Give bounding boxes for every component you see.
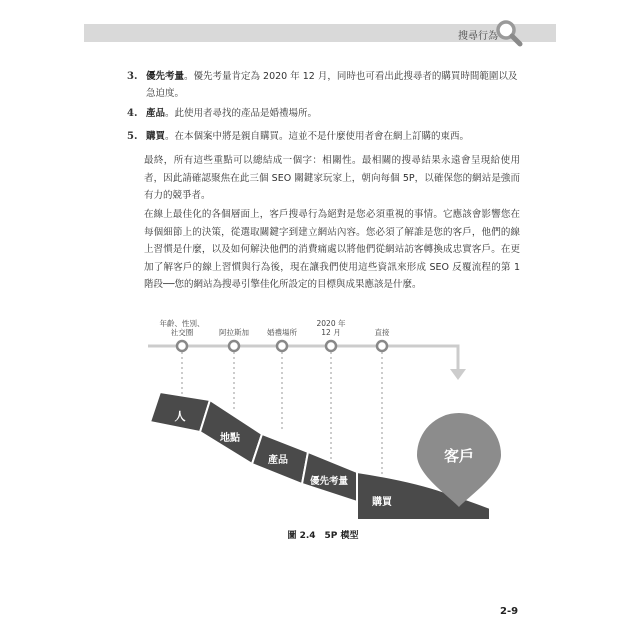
list-term: 購買 [146,131,166,142]
list-number: 3. [127,71,138,82]
paragraph-customer-behavior: 在線上最佳化的各個層面上，客戶搜尋行為絕對是您必須重視的事情。它應該會影響您在每個細節上的決策，從選取關鍵字到建立網站內容。您必須了解誰是您的客戶，他們的線上習慣是什麼，以及如何解決他們的消費痛處以將他們從網站訪客轉換成忠實客戶。在更加了解客戶的線上習慣與行為後，現在讓我們使用這些資訊來形成 SEO 反覆流程的第 1 階段──您的網站為搜尋引擎佳化所設定的目標與成果應該是什麼。 [144,209,520,290]
list-text: 。在本個案中將是親自購買。這並不是什麼使用者會在網上訂購的東西。 [165,131,470,142]
step-place [200,400,262,464]
step-label-purchase: 購買 [372,497,392,508]
step-label-person: 人 [174,410,186,423]
down-arrow-icon [450,369,466,380]
step-label-place: 地點 [220,433,240,444]
timeline-node [219,327,249,410]
timeline-arrow-bend [440,346,458,372]
figure-caption: 圖 2.4 5P 模型 [287,531,359,541]
list-number: 4. [127,108,138,119]
timeline-label: 婚禮場所 [267,328,297,337]
timeline-label: 2020 年 12 月 [316,319,346,337]
list-text: 。優先考量肯定為 2020 年 12 月，同時也可看出此搜尋者的購買時間範圍以及急迫度。 [146,71,518,99]
list-term: 優先考量 [146,71,185,82]
list-text: 。此使用者尋找的產品是婚禮場所。 [165,108,318,119]
timeline-node [375,327,390,478]
customer-label: 客戶 [443,447,475,465]
running-head-title: 搜尋行為 [458,31,498,42]
list-term: 產品 [146,108,166,119]
timeline-node [267,327,297,432]
timeline-node [160,318,205,398]
page-number: 2-9 [500,606,519,617]
step-label-product: 產品 [268,455,288,466]
timeline-label: 直接 [374,328,390,337]
timeline-label: 阿拉斯加 [219,328,249,337]
step-label-priority: 優先考量 [309,476,349,487]
paragraph-relevance: 最終，所有這些重點可以總結成一個字：相關性。最相關的搜尋結果永遠會呈現給使用者，因此請確認聚焦在此三個 SEO 關鍵家玩家上，朝向每個 5P，以確保您的網站是強而有力的競爭者。 [144,155,520,201]
timeline-node [317,318,346,468]
timeline-label: 年齡、性別、社交圈 [159,319,205,337]
list-number: 5. [127,131,138,142]
